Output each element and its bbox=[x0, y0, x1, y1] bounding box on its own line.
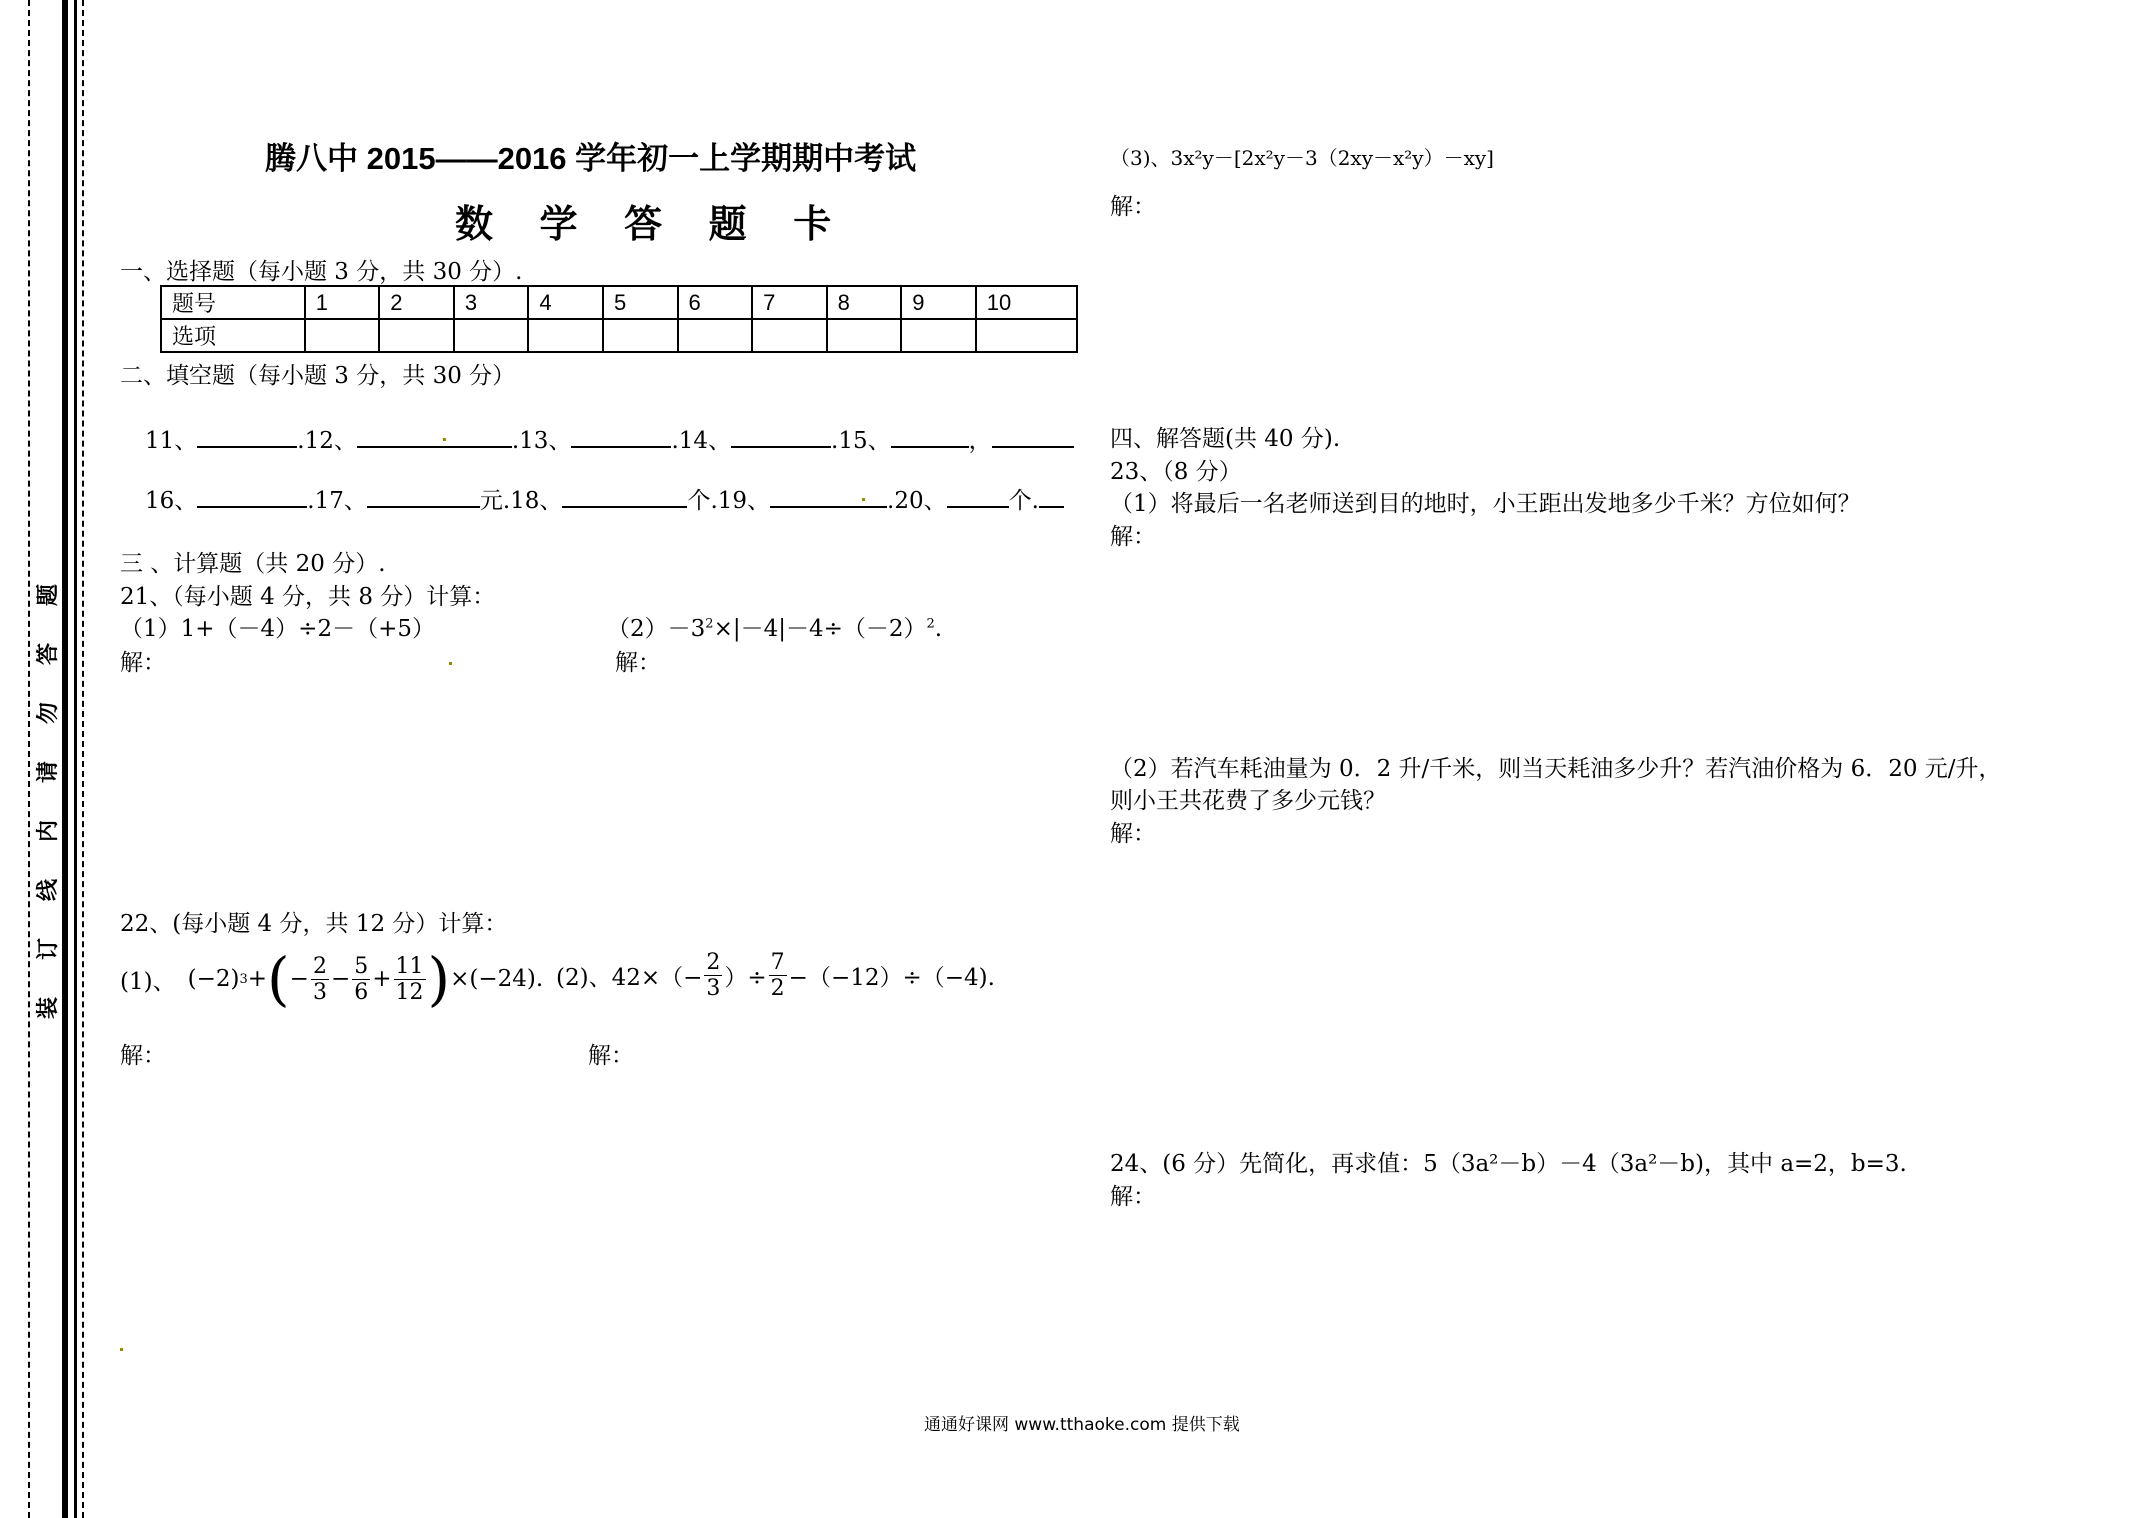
fraction bbox=[769, 950, 787, 1001]
table-row bbox=[161, 286, 1077, 319]
right-paren: ) bbox=[427, 945, 451, 1013]
stray-mark bbox=[449, 662, 452, 665]
answer-cell[interactable] bbox=[976, 319, 1077, 352]
q11-label: 11、 bbox=[145, 428, 198, 454]
q22-2 bbox=[556, 950, 995, 1001]
q23-2-line2: 则小王共花费了多少元钱？ bbox=[1110, 788, 1386, 814]
minus-sign: − bbox=[289, 966, 309, 992]
binding-char: 线 bbox=[35, 878, 61, 902]
binding-char: 请 bbox=[35, 760, 61, 784]
q24-solve-label: 解： bbox=[1110, 1184, 1156, 1210]
q14-label: .14、 bbox=[671, 428, 732, 454]
q13-blank[interactable] bbox=[571, 424, 671, 448]
q23-2-line1: （2）若汽车耗油量为 0．2 升/千米，则当天耗油多少升？若汽油价格为 6．20 元/升， bbox=[1110, 756, 2002, 782]
q17-label: .17、 bbox=[307, 488, 367, 514]
q22-1-solve-label: 解： bbox=[120, 1043, 166, 1069]
q21-heading: 21、（每小题 4 分，共 8 分）计算： bbox=[120, 584, 496, 610]
answer-cell[interactable] bbox=[678, 319, 753, 352]
unit-ge: 个. bbox=[1008, 488, 1039, 514]
binding-dashed-line-right bbox=[82, 0, 84, 1518]
fraction-denominator: 2 bbox=[770, 976, 785, 1001]
q12-blank[interactable] bbox=[357, 424, 512, 448]
q21-2-exp-b: 2 bbox=[926, 616, 935, 632]
q15-blank-a[interactable] bbox=[891, 424, 969, 448]
fraction-numerator: 2 bbox=[312, 953, 327, 979]
binding-char: 内 bbox=[35, 819, 61, 843]
q21-2-exp-a: 2 bbox=[705, 616, 714, 632]
stray-mark bbox=[443, 438, 446, 441]
q19-blank[interactable] bbox=[770, 484, 887, 508]
answer-cell[interactable] bbox=[901, 319, 976, 352]
trailing-blank[interactable] bbox=[1039, 484, 1064, 508]
q22-2-prefix: (2)、42×（− bbox=[556, 965, 703, 991]
table-row bbox=[161, 319, 1077, 352]
q11-blank[interactable] bbox=[197, 424, 297, 448]
fraction bbox=[394, 954, 426, 1005]
q21-1-solve-label: 解： bbox=[120, 650, 166, 676]
comma: ， bbox=[968, 428, 992, 454]
q22-2-tail: −（−12）÷（−4). bbox=[788, 965, 995, 991]
q22-2-solve-label: 解： bbox=[588, 1043, 634, 1069]
q21-1: （1）1+（－4）÷2－（+5） bbox=[120, 616, 435, 642]
table-cell-number: 5 bbox=[603, 286, 678, 319]
q22-1 bbox=[120, 945, 544, 1013]
binding-warning bbox=[36, 575, 62, 1028]
q16-label: 16、 bbox=[145, 488, 198, 514]
q15-label: .15、 bbox=[831, 428, 891, 454]
table-cell-number: 10 bbox=[976, 286, 1077, 319]
section2-heading: 二、填空题（每小题 3 分，共 30 分） bbox=[120, 363, 516, 389]
q18-label: 元.18、 bbox=[479, 488, 563, 514]
q22-2-mid: ）÷ bbox=[724, 965, 767, 991]
table-cell-number: 7 bbox=[752, 286, 827, 319]
binding-char: 题 bbox=[35, 583, 61, 607]
stray-mark bbox=[120, 1348, 123, 1351]
q22-1-prefix: (1)、 bbox=[120, 968, 176, 995]
q21-2-part-a: （2）－3 bbox=[607, 616, 706, 642]
table-cell-label: 选项 bbox=[161, 319, 305, 352]
binding-dashed-line-left bbox=[28, 0, 30, 1518]
q23-1-solve-label: 解： bbox=[1110, 524, 1156, 550]
choice-answer-table bbox=[160, 285, 1078, 353]
q21-2-part-b: ×|－4|－4÷（－2） bbox=[713, 616, 927, 642]
binding-thick-line bbox=[62, 0, 68, 1518]
table-cell-number: 9 bbox=[901, 286, 976, 319]
answer-cell[interactable] bbox=[379, 319, 454, 352]
binding-char: 装 bbox=[35, 996, 61, 1020]
fraction bbox=[704, 950, 722, 1001]
fraction-numerator: 11 bbox=[395, 953, 424, 979]
q22-1-base: (−2) bbox=[187, 966, 240, 992]
fraction-numerator: 2 bbox=[706, 950, 721, 975]
fraction-numerator: 5 bbox=[354, 953, 369, 979]
section3-heading: 三 、计算题（共 20 分）. bbox=[120, 551, 386, 577]
q21-2-solve-label: 解： bbox=[615, 650, 661, 676]
fill-blank-row-1 bbox=[145, 422, 1074, 455]
table-cell-number: 6 bbox=[678, 286, 753, 319]
fill-blank-row-2 bbox=[145, 482, 1064, 515]
q21-2 bbox=[607, 610, 942, 643]
binding-char: 订 bbox=[35, 937, 61, 961]
answer-cell[interactable] bbox=[305, 319, 380, 352]
minus-sign: − bbox=[330, 966, 351, 992]
left-paren: ( bbox=[267, 945, 290, 1013]
binding-char: 答 bbox=[35, 642, 61, 666]
q23-heading: 23、（8 分） bbox=[1110, 459, 1242, 485]
fraction-numerator: 7 bbox=[770, 950, 785, 975]
table-cell-number: 3 bbox=[454, 286, 529, 319]
answer-cell[interactable] bbox=[454, 319, 529, 352]
q18-blank[interactable] bbox=[562, 484, 687, 508]
q16-blank[interactable] bbox=[197, 484, 307, 508]
fraction-denominator: 3 bbox=[706, 976, 721, 1001]
q22-1-exp: 3 bbox=[239, 971, 248, 987]
q24: 24、(6 分）先简化，再求值：5（3a²－b）－4（3a²－b)，其中 a=2，b=3. bbox=[1110, 1151, 1907, 1177]
q20-3-solve-label: 解： bbox=[1110, 194, 1156, 220]
fraction-denominator: 6 bbox=[354, 979, 369, 1005]
answer-cell[interactable] bbox=[752, 319, 827, 352]
section4-heading: 四、解答题(共 40 分). bbox=[1110, 426, 1341, 452]
plus-sign: + bbox=[372, 966, 392, 992]
q20-3-expression: （3)、3x²y－[2x²y－3（2xy－x²y）－xy] bbox=[1110, 146, 1494, 170]
fraction-denominator: 3 bbox=[312, 979, 327, 1005]
exam-title: 腾八中 2015——2016 学年初一上学期期中考试 bbox=[265, 141, 917, 176]
table-cell-number: 2 bbox=[379, 286, 454, 319]
q20-blank[interactable] bbox=[947, 484, 1009, 508]
answer-card-subtitle: 数 学 答 题 卡 bbox=[455, 204, 850, 246]
section1-heading: 一、选择题（每小题 3 分，共 30 分）. bbox=[120, 259, 523, 285]
fraction bbox=[352, 954, 370, 1005]
q20-label: .20、 bbox=[887, 488, 947, 514]
q17-blank[interactable] bbox=[367, 484, 480, 508]
q23-2-solve-label: 解： bbox=[1110, 821, 1156, 847]
binding-char: 勿 bbox=[35, 701, 61, 725]
fraction-denominator: 12 bbox=[395, 979, 424, 1005]
table-cell-number: 8 bbox=[827, 286, 902, 319]
stray-mark bbox=[862, 498, 865, 501]
q13-label: .13、 bbox=[511, 428, 572, 454]
q15-blank-b[interactable] bbox=[992, 424, 1074, 448]
q14-blank[interactable] bbox=[731, 424, 831, 448]
footer-source: 通通好课网 www.tthaoke.com 提供下载 bbox=[924, 1415, 1240, 1435]
q23-1: （1）将最后一名老师送到目的地时，小王距出发地多少千米？方位如何？ bbox=[1110, 491, 1861, 517]
table-cell-number: 4 bbox=[528, 286, 603, 319]
q22-1-plus: + bbox=[247, 966, 268, 992]
q21-2-part-c: . bbox=[934, 616, 943, 642]
answer-cell[interactable] bbox=[603, 319, 678, 352]
q19-label: 个.19、 bbox=[687, 488, 771, 514]
q22-heading: 22、(每小题 4 分，共 12 分）计算： bbox=[120, 911, 508, 937]
binding-thin-line bbox=[74, 0, 77, 1518]
table-cell-number: 1 bbox=[305, 286, 380, 319]
fraction bbox=[311, 954, 329, 1005]
table-cell-label: 题号 bbox=[161, 286, 305, 319]
q22-1-tail: ×(−24). bbox=[450, 966, 544, 992]
answer-cell[interactable] bbox=[528, 319, 603, 352]
answer-cell[interactable] bbox=[827, 319, 902, 352]
q12-label: .12、 bbox=[297, 428, 357, 454]
